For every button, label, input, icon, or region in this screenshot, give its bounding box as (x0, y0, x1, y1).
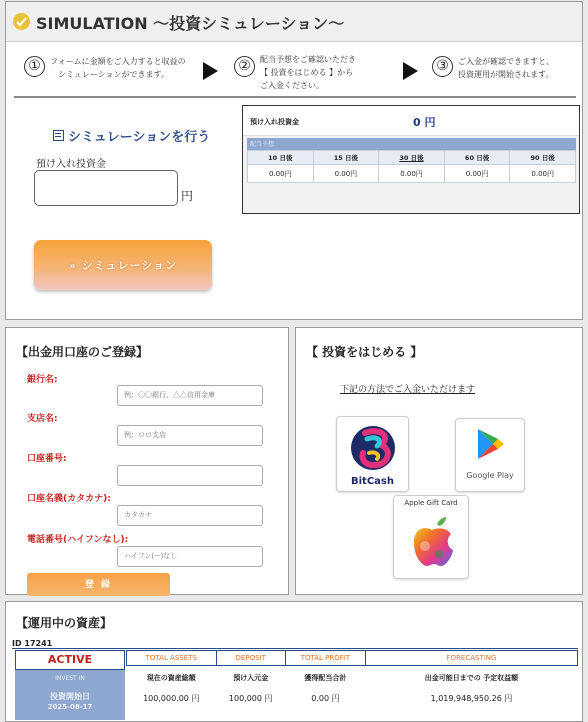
bitcash-label: BitCash (351, 476, 394, 487)
forecast-col-header: 60 日後 (444, 151, 510, 165)
forecast-col-header: 15 日後 (313, 151, 379, 165)
arrow-icon (403, 62, 418, 80)
simulate-button-label: » シミュレーション (68, 259, 178, 272)
assets-title: 【運用中の資産】 (16, 616, 113, 630)
step-1-number: ① (24, 56, 45, 77)
google-play-option[interactable] (455, 418, 525, 492)
bitcash-logo-icon (347, 423, 399, 473)
account-holder-label: 口座名義(カタカナ): (27, 494, 111, 504)
google-play-label: Google Play (466, 471, 514, 480)
simulation-title: SIMULATION 〜投資シミュレーション〜 (36, 14, 345, 33)
forecast-cell: 0.00円 (313, 165, 379, 183)
status-badge: ACTIVE (15, 650, 125, 670)
steps-row (6, 47, 582, 97)
assets-row-label: 出金可能日までの 予定収益額 (424, 674, 519, 683)
simulate-button[interactable] (34, 240, 212, 290)
do-simulation-heading: シミュレーションを行う (68, 130, 211, 145)
bank-name-input[interactable] (117, 385, 263, 406)
yen-unit: 円 (181, 189, 194, 203)
status-box (15, 650, 125, 720)
forecast-strip (247, 138, 576, 150)
account-holder-input[interactable] (117, 505, 263, 526)
account-id: ID 17241 (12, 639, 53, 648)
result-deposit-value: 0 円 (413, 116, 436, 129)
assets-table (126, 650, 578, 707)
simulation-header (6, 2, 582, 42)
forecast-col-header: 90 日後 (510, 151, 576, 165)
assets-value: 0.00 円 (311, 694, 340, 703)
assets-col-header: DEPOSIT (216, 651, 285, 666)
forecast-cell: 0.00円 (444, 165, 510, 183)
apple-gift-card-option[interactable] (393, 495, 469, 579)
result-deposit-label: 預け入れ投資金 (250, 118, 299, 126)
step-2-text: 配当予想をご確認いただき 【 投資をはじめる 】から ご入金ください。 (260, 55, 356, 90)
assets-col-header: TOTAL ASSETS (127, 651, 217, 666)
result-topbar (243, 106, 579, 136)
status-sub-label: INVEST IN (55, 675, 85, 682)
google-play-icon (476, 427, 506, 461)
forecast-col-header: 10 日後 (248, 151, 314, 165)
register-button-label: 登 録 (84, 580, 113, 590)
forecast-table (247, 150, 576, 183)
start-date-label: 投資開始日 (50, 692, 90, 701)
step-3-text: ご入金が確認できますと、 投資運用が開始されます。 (458, 57, 554, 79)
phone-label: 電話番号(ハイフンなし): (27, 535, 129, 545)
assets-panel (5, 601, 583, 722)
deposit-input[interactable] (34, 170, 178, 206)
simulation-panel (5, 1, 583, 320)
step-3-number: ③ (432, 56, 453, 77)
step-1-text: フォームに金額をご入力すると収益の シミュレーションができます。 (50, 57, 186, 79)
assets-row-label: 獲得配当合計 (304, 674, 347, 683)
arrow-icon (203, 62, 218, 80)
branch-name-label: 支店名: (27, 414, 58, 424)
assets-value: 100,000.00 円 (143, 694, 200, 703)
phone-input[interactable] (117, 546, 263, 567)
assets-row-label: 現在の資産総額 (146, 674, 196, 683)
calculator-icon (53, 130, 64, 141)
assets-col-header: FORECASTING (365, 651, 577, 666)
divider (12, 648, 578, 649)
forecast-cell: 0.00円 (510, 165, 576, 183)
forecast-cell: 0.00円 (379, 165, 445, 183)
bitcash-option[interactable] (336, 416, 409, 492)
account-number-input[interactable] (117, 465, 263, 486)
divider (14, 96, 576, 98)
start-investing-panel (295, 327, 583, 595)
forecast-strip-label: 配当予想 (250, 141, 275, 148)
forecast-cell: 0.00円 (248, 165, 314, 183)
assets-col-header: TOTAL PROFIT (285, 651, 365, 666)
apple-gift-card-label: Apple Gift Card (404, 499, 458, 507)
account-number-label: 口座番号: (27, 454, 67, 464)
payment-methods-link[interactable]: 下記の方法でご入金いただけます (340, 385, 476, 395)
forecast-col-header: 30 日後 (379, 151, 445, 165)
bank-name-label: 銀行名: (27, 375, 58, 385)
bank-account-panel (5, 327, 289, 595)
register-button[interactable] (27, 573, 170, 596)
step-2-number: ② (234, 56, 255, 77)
deposit-label: 預け入れ投資金 (36, 159, 106, 170)
assets-value: 100,000 円 (228, 694, 273, 703)
simulation-result (242, 105, 580, 214)
bank-title: 【出金用口座のご登録】 (16, 345, 149, 359)
start-date-value: 2025-08-17 (47, 703, 93, 711)
assets-row-label: 預け入元金 (233, 674, 269, 683)
check-icon (13, 13, 30, 30)
invest-title: 【 投資をはじめる 】 (306, 345, 423, 359)
apple-logo-icon (407, 514, 457, 574)
branch-name-input[interactable] (117, 425, 263, 446)
assets-value: 1,019,948,950.26 円 (430, 694, 513, 703)
